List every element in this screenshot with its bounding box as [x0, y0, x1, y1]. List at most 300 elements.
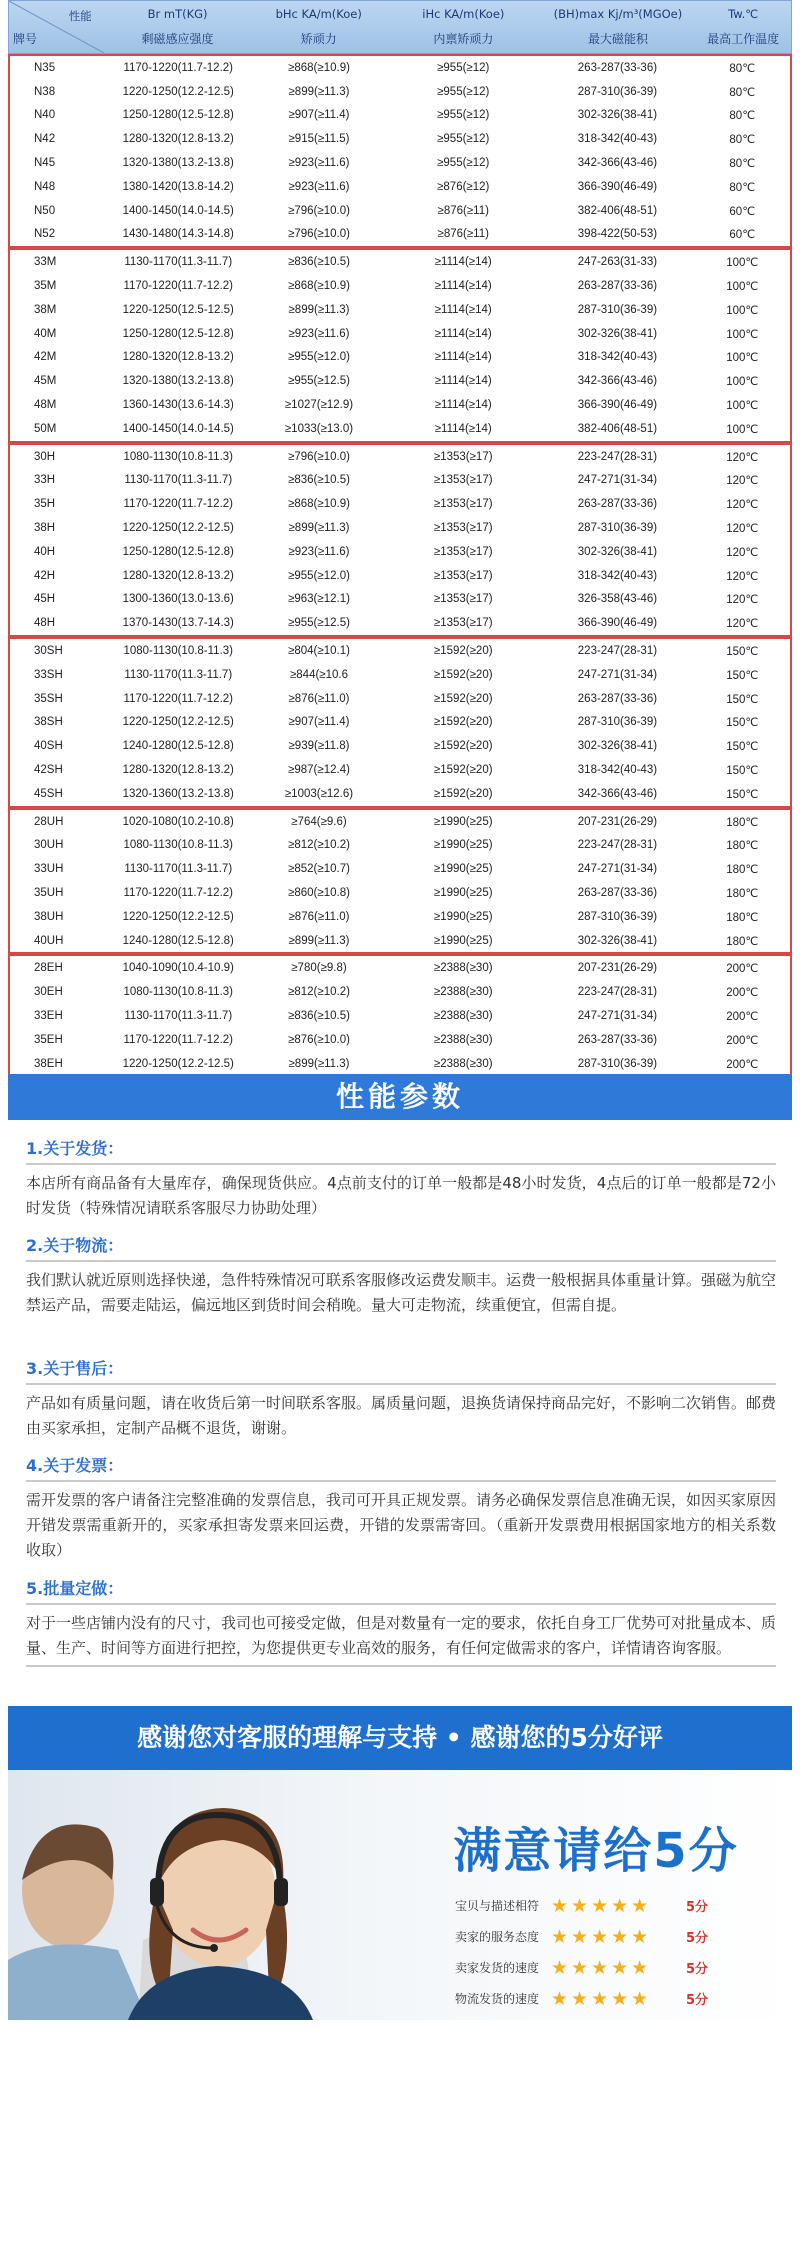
- table-row: [10, 274, 790, 298]
- ihc-cell: ≥955(≥12): [437, 109, 490, 122]
- tw-cell: 120℃: [726, 451, 759, 464]
- header-cn: 内禀矫顽力: [433, 31, 494, 46]
- tw-cell: 100℃: [726, 400, 759, 413]
- rating-score: 5分: [686, 1993, 709, 2008]
- tw-cell: 100℃: [726, 376, 759, 389]
- tw-cell: 180℃: [726, 911, 759, 924]
- tw-cell: 150℃: [726, 669, 759, 682]
- ihc-cell: ≥955(≥12): [437, 133, 490, 146]
- table-row: [10, 1028, 790, 1052]
- bhmax-cell: 263-287(33-36): [577, 886, 658, 899]
- ihc-cell: ≥1353(≥17): [433, 474, 493, 487]
- ihc-cell: ≥1353(≥17): [433, 617, 493, 630]
- grade-cell: 48H: [34, 617, 56, 630]
- grade-cell: 38H: [34, 522, 56, 535]
- tw-cell: 80℃: [729, 62, 756, 75]
- grade-cell: 45H: [34, 593, 56, 606]
- ihc-cell: ≥1592(≥20): [433, 716, 493, 729]
- policy-divider: [26, 1665, 776, 1667]
- bhmax-cell: 318-342(40-43): [577, 764, 658, 776]
- bhmax-cell: 342-366(43-46): [577, 787, 658, 800]
- br-cell: 1130-1170(11.3-11.7): [124, 256, 233, 269]
- tw-cell: 180℃: [726, 864, 759, 877]
- grade-group: [8, 248, 792, 442]
- ihc-cell: ≥1114(≥14): [434, 256, 492, 269]
- table-row: [10, 492, 790, 516]
- bhc-cell: ≥955(≥12.0): [288, 569, 350, 582]
- bhmax-cell: 398-422(50-53): [577, 228, 658, 241]
- header-corner-performance: 性能: [68, 9, 92, 23]
- br-cell: 1080-1130(10.8-11.3): [123, 450, 233, 463]
- table-row: [10, 758, 790, 782]
- policy-custom-orders: [26, 1575, 776, 1667]
- ihc-cell: ≥1114(≥14): [434, 327, 492, 340]
- table-row: [10, 369, 790, 393]
- bhmax-cell: 287-310(36-39): [577, 303, 658, 316]
- bhmax-cell: 247-271(31-34): [577, 474, 658, 487]
- br-cell: 1170-1220(11.7-12.2): [123, 61, 233, 74]
- bhc-cell: ≥868(≥10.9): [288, 280, 350, 293]
- br-cell: 1130-1170(11.3-11.7): [124, 474, 233, 487]
- bhc-cell: ≥868(≥10.9): [288, 498, 350, 511]
- bhmax-cell: 287-310(36-39): [577, 522, 658, 535]
- ihc-cell: ≥1353(≥17): [433, 450, 493, 463]
- br-cell: 1170-1220(11.7-12.2): [123, 692, 233, 705]
- thanks-banner: 感谢您对客服的理解与支持 • 感谢您的5分好评: [8, 1706, 792, 1770]
- grade-cell: 33EH: [34, 1009, 63, 1022]
- grade-cell: 38M: [34, 303, 57, 316]
- grade-cell: 33H: [34, 474, 56, 487]
- bhc-cell: ≥852(≥10.7): [288, 863, 350, 876]
- ihc-cell: ≥1592(≥20): [433, 740, 493, 753]
- bhmax-cell: 247-271(31-34): [577, 863, 658, 876]
- tw-cell: 120℃: [726, 594, 759, 607]
- table-row: [10, 564, 790, 588]
- ratings-list: [455, 1890, 785, 2014]
- header-en: iHc KA/m(Koe): [422, 7, 505, 22]
- bhmax-cell: 326-358(43-46): [577, 593, 658, 606]
- table-row: [10, 1052, 790, 1076]
- header-tw: [695, 1, 791, 53]
- grade-cell: 38SH: [34, 716, 63, 729]
- ihc-cell: ≥876(≥12): [437, 180, 490, 193]
- table-row: [10, 223, 790, 247]
- rating-score: 5分: [686, 1962, 709, 1977]
- policy-title: 4.关于发票：: [26, 1452, 776, 1482]
- bhc-cell: ≥876(≥10.0): [288, 1033, 350, 1046]
- ihc-cell: ≥1114(≥14): [434, 375, 492, 388]
- bhmax-cell: 263-287(33-36): [577, 498, 658, 511]
- ihc-cell: ≥1114(≥14): [434, 399, 492, 412]
- bhc-cell: ≥899(≥11.3): [288, 934, 350, 947]
- tw-cell: 180℃: [726, 935, 759, 948]
- bhmax-cell: 342-366(43-46): [577, 157, 658, 170]
- br-cell: 1240-1280(12.5-12.8): [122, 740, 234, 753]
- bhc-cell: ≥804(≥10.1): [288, 645, 350, 658]
- br-cell: 1130-1170(11.3-11.7): [124, 668, 233, 681]
- br-cell: 1380-1420(13.8-14.2): [122, 180, 234, 193]
- grade-cell: N50: [34, 204, 56, 217]
- bhc-cell: ≥907(≥11.4): [288, 716, 350, 729]
- table-row: [10, 393, 790, 417]
- grade-cell: 48M: [34, 399, 57, 412]
- table-row: [10, 1004, 790, 1028]
- br-cell: 1130-1170(11.3-11.7): [124, 1009, 233, 1022]
- br-cell: 1170-1220(11.7-12.2): [123, 886, 233, 899]
- bhmax-cell: 382-406(48-51): [577, 204, 658, 217]
- tw-cell: 180℃: [726, 816, 759, 829]
- tw-cell: 150℃: [726, 741, 759, 754]
- table-row: [10, 782, 790, 806]
- header-bhmax: [541, 1, 696, 53]
- table-row: [10, 810, 790, 834]
- header-bhc: [251, 1, 386, 53]
- bhmax-cell: 287-310(36-39): [577, 85, 658, 98]
- bhmax-cell: 247-263(31-33): [577, 256, 658, 269]
- bhc-cell: ≥876(≥11.0): [288, 692, 350, 705]
- br-cell: 1300-1360(13.0-13.6): [122, 593, 234, 606]
- grade-cell: 30SH: [34, 645, 63, 658]
- table-row: [10, 611, 790, 635]
- header-en: bHc KA/m(Koe): [275, 7, 362, 22]
- tw-cell: 150℃: [726, 788, 759, 801]
- br-cell: 1170-1220(11.7-12.2): [123, 1033, 233, 1046]
- policy-text: 产品如有质量问题，请在收货后第一时间联系客服。属质量问题，退换货请保持商品完好，不影响二次销售。邮费由买家承担，定制产品概不退货，谢谢。: [26, 1394, 777, 1437]
- bhc-cell: ≥955(≥12.5): [288, 617, 350, 630]
- ihc-cell: ≥1990(≥25): [433, 863, 493, 876]
- bhc-cell: ≥1027(≥12.9): [284, 399, 354, 412]
- table-row: [10, 663, 790, 687]
- br-cell: 1250-1280(12.5-12.8): [122, 545, 234, 558]
- bhmax-cell: 223-247(28-31): [577, 986, 658, 999]
- policy-text: 本店所有商品备有大量库存，确保现货供应。4点前支付的订单一般都是48小时发货，4点后的订单一般都是72小时发货（特殊情况请联系客服尽力协助处理）: [26, 1174, 776, 1217]
- br-cell: 1400-1450(14.0-14.5): [122, 204, 234, 217]
- policy-title: 2.关于物流：: [26, 1232, 776, 1262]
- bhmax-cell: 263-287(33-36): [577, 280, 658, 293]
- table-row: [10, 834, 790, 858]
- table-row: [10, 687, 790, 711]
- bhc-cell: ≥963(≥12.1): [288, 593, 350, 606]
- table-row: [10, 298, 790, 322]
- bhmax-cell: 263-287(33-36): [577, 692, 658, 705]
- rating-label: 卖家的服务态度: [455, 1930, 540, 1944]
- table-row: [10, 151, 790, 175]
- ihc-cell: ≥1353(≥17): [433, 569, 493, 582]
- star-rating-icon: ★★★★★: [551, 1894, 652, 1917]
- ihc-cell: ≥1114(≥14): [434, 280, 492, 293]
- table-row: [10, 346, 790, 370]
- header-br: [104, 1, 252, 53]
- ihc-cell: ≥1592(≥20): [433, 692, 493, 705]
- bhc-cell: ≥899(≥11.3): [288, 85, 350, 98]
- bhmax-cell: 302-326(38-41): [577, 109, 658, 122]
- bhmax-cell: 318-342(40-43): [577, 569, 658, 582]
- bhc-cell: ≥899(≥11.3): [288, 303, 350, 316]
- br-cell: 1040-1090(10.4-10.9): [122, 962, 234, 975]
- table-row: [10, 469, 790, 493]
- grade-cell: N48: [34, 180, 56, 193]
- grade-cell: 30H: [34, 450, 56, 463]
- bhmax-cell: 287-310(36-39): [577, 910, 658, 923]
- br-cell: 1080-1130(10.8-11.3): [123, 839, 233, 852]
- rating-label: 卖家发货的速度: [455, 1961, 540, 1975]
- table-row: [10, 417, 790, 441]
- bhc-cell: ≥796(≥10.0): [288, 228, 350, 241]
- bhmax-cell: 302-326(38-41): [577, 740, 658, 753]
- ihc-cell: ≥2388(≥30): [433, 986, 493, 999]
- tw-cell: 120℃: [726, 570, 759, 583]
- table-row: [10, 956, 790, 980]
- policy-title: 5.批量定做：: [26, 1575, 776, 1605]
- bhmax-cell: 223-247(28-31): [577, 450, 658, 463]
- ihc-cell: ≥2388(≥30): [433, 1033, 493, 1046]
- grade-group: [8, 954, 792, 1077]
- grade-cell: N45: [34, 157, 56, 170]
- ihc-cell: ≥955(≥12): [437, 157, 490, 170]
- bhc-cell: ≥955(≥12.0): [288, 351, 350, 364]
- ihc-cell: ≥955(≥12): [437, 61, 490, 74]
- bhc-cell: ≥836(≥10.5): [288, 1009, 350, 1022]
- table-row: [10, 734, 790, 758]
- bhc-cell: ≥955(≥12.5): [288, 375, 350, 388]
- br-cell: 1320-1380(13.2-13.8): [122, 157, 234, 170]
- header-en: (BH)max Kj/m³(MGOe): [553, 7, 683, 22]
- bhmax-cell: 318-342(40-43): [577, 133, 658, 146]
- grade-cell: 28UH: [34, 815, 64, 828]
- tw-cell: 80℃: [729, 181, 756, 194]
- bhmax-cell: 247-271(31-34): [577, 1009, 658, 1022]
- grade-cell: 45M: [34, 375, 57, 388]
- tw-cell: 200℃: [726, 1058, 759, 1071]
- policy-invoice: [26, 1452, 776, 1563]
- bhc-cell: ≥987(≥12.4): [288, 764, 350, 776]
- tw-cell: 200℃: [726, 1010, 759, 1023]
- tw-cell: 120℃: [726, 475, 759, 488]
- rating-score: 5分: [686, 1931, 709, 1946]
- ihc-cell: ≥2388(≥30): [433, 1009, 493, 1022]
- grade-cell: N38: [34, 85, 56, 98]
- br-cell: 1280-1320(12.8-13.2): [122, 351, 234, 364]
- br-cell: 1130-1170(11.3-11.7): [124, 863, 233, 876]
- ihc-cell: ≥1990(≥25): [433, 815, 493, 828]
- header-cn: 最大磁能积: [587, 31, 648, 46]
- grade-cell: 33M: [34, 256, 57, 269]
- policy-logistics: [26, 1232, 776, 1318]
- br-cell: 1430-1480(14.3-14.8): [122, 228, 234, 241]
- bhc-cell: ≥868(≥10.9): [288, 61, 350, 74]
- bhc-cell: ≥923(≥11.6): [288, 327, 350, 340]
- bhmax-cell: 366-390(46-49): [577, 180, 658, 193]
- tw-cell: 100℃: [726, 352, 759, 365]
- bhc-cell: ≥899(≥11.3): [288, 1057, 350, 1070]
- tw-cell: 200℃: [726, 963, 759, 976]
- grade-group: [8, 443, 792, 637]
- tw-cell: 200℃: [726, 1034, 759, 1047]
- table-row: [10, 199, 790, 223]
- br-cell: 1370-1430(13.7-14.3): [122, 617, 234, 630]
- ihc-cell: ≥2388(≥30): [433, 962, 493, 975]
- policy-title: 1.关于发货：: [26, 1135, 776, 1165]
- bhc-cell: ≥923(≥11.6): [288, 157, 350, 170]
- policy-title: 3.关于售后：: [26, 1355, 776, 1385]
- br-cell: 1360-1430(13.6-14.3): [122, 399, 234, 412]
- tw-cell: 120℃: [726, 546, 759, 559]
- grade-group: [8, 808, 792, 955]
- header-cn: 最高工作温度: [707, 31, 780, 46]
- table-row: [10, 980, 790, 1004]
- ihc-cell: ≥1592(≥20): [433, 645, 493, 658]
- rating-row: [455, 1890, 785, 1921]
- star-rating-icon: ★★★★★: [551, 1925, 652, 1948]
- bhc-cell: ≥899(≥11.3): [288, 522, 350, 535]
- grade-cell: 30UH: [34, 839, 64, 852]
- tw-cell: 100℃: [726, 281, 759, 294]
- br-cell: 1320-1380(13.2-13.8): [122, 375, 234, 388]
- bhc-cell: ≥876(≥11.0): [288, 910, 350, 923]
- bhmax-cell: 207-231(26-29): [577, 815, 658, 828]
- ihc-cell: ≥1353(≥17): [433, 498, 493, 511]
- ihc-cell: ≥876(≥11): [437, 204, 489, 217]
- grade-cell: 40M: [34, 327, 57, 340]
- br-cell: 1080-1130(10.8-11.3): [123, 986, 233, 999]
- policy-text: 需开发票的客户请备注完整准确的发票信息，我司可开具正规发票。请务必确保发票信息准确无误，如因买家原因开错发票需重新开的，买家承担寄发票来回运费，开错的发票需寄回。（重新开发票费用根据国家地方的相关系数收取）: [26, 1491, 777, 1559]
- tw-cell: 80℃: [729, 86, 756, 99]
- tw-cell: 120℃: [726, 523, 759, 536]
- bhmax-cell: 318-342(40-43): [577, 351, 658, 364]
- table-row: [10, 857, 790, 881]
- br-cell: 1220-1250(12.2-12.5): [122, 85, 234, 98]
- ihc-cell: ≥1990(≥25): [433, 910, 493, 923]
- section-title-bar: 性能参数: [8, 1074, 792, 1120]
- five-star-title: 满意请给5分: [453, 1823, 739, 1879]
- tw-cell: 100℃: [726, 304, 759, 317]
- table-row: [10, 445, 790, 469]
- header-cn: 矫顽力: [300, 31, 337, 46]
- magnet-spec-table: [8, 0, 792, 1079]
- tw-cell: 60℃: [729, 205, 756, 218]
- policy-shipping: [26, 1135, 776, 1221]
- table-body: [8, 54, 792, 1079]
- bhc-cell: ≥860(≥10.8): [288, 886, 350, 899]
- ihc-cell: ≥1990(≥25): [433, 934, 493, 947]
- header-en: Tw.℃: [728, 7, 759, 22]
- br-cell: 1220-1250(12.2-12.5): [122, 716, 234, 729]
- table-row: [10, 80, 790, 104]
- table-row: [10, 905, 790, 929]
- br-cell: 1220-1250(12.2-12.5): [122, 1057, 234, 1070]
- grade-cell: 35UH: [34, 886, 64, 899]
- rating-label: 物流发货的速度: [455, 1992, 540, 2006]
- br-cell: 1400-1450(14.0-14.5): [122, 422, 234, 435]
- header-cn: 剩磁感应强度: [141, 31, 214, 46]
- star-rating-icon: ★★★★★: [551, 1956, 652, 1979]
- grade-cell: 30EH: [34, 986, 63, 999]
- bhc-cell: ≥915(≥11.5): [288, 133, 350, 146]
- ihc-cell: ≥876(≥11): [437, 228, 489, 241]
- bhmax-cell: 223-247(28-31): [577, 645, 658, 658]
- ihc-cell: ≥1592(≥20): [433, 668, 493, 681]
- bhmax-cell: 366-390(46-49): [577, 617, 658, 630]
- header-en: Br mT(KG): [147, 7, 208, 22]
- ihc-cell: ≥1114(≥14): [434, 422, 492, 435]
- bhc-cell: ≥923(≥11.6): [288, 180, 350, 193]
- bhc-cell: ≥836(≥10.5): [288, 474, 350, 487]
- grade-cell: 35EH: [34, 1033, 63, 1046]
- bhc-cell: ≥836(≥10.5): [288, 256, 350, 269]
- tw-cell: 150℃: [726, 717, 759, 730]
- br-cell: 1020-1080(10.2-10.8): [122, 815, 234, 828]
- grade-cell: N42: [34, 133, 56, 146]
- grade-cell: 33UH: [34, 863, 64, 876]
- br-cell: 1240-1280(12.5-12.8): [122, 934, 234, 947]
- table-row: [10, 929, 790, 953]
- header-corner: [9, 1, 104, 53]
- header-corner-grade: 牌号: [13, 32, 38, 46]
- tw-cell: 100℃: [726, 328, 759, 341]
- bhc-cell: ≥796(≥10.0): [288, 450, 350, 463]
- grade-cell: 42SH: [34, 764, 63, 776]
- br-cell: 1250-1280(12.5-12.8): [122, 327, 234, 340]
- tw-cell: 180℃: [726, 840, 759, 853]
- bhmax-cell: 342-366(43-46): [577, 375, 658, 388]
- br-cell: 1170-1220(11.7-12.2): [123, 498, 233, 511]
- tw-cell: 150℃: [726, 646, 759, 659]
- bhmax-cell: 302-326(38-41): [577, 545, 658, 558]
- bhc-cell: ≥1033(≥13.0): [284, 422, 354, 435]
- tw-cell: 80℃: [729, 134, 756, 147]
- grade-cell: 35SH: [34, 692, 63, 705]
- br-cell: 1220-1250(12.5-12.5): [122, 303, 234, 316]
- tw-cell: 180℃: [726, 887, 759, 900]
- grade-cell: 38UH: [34, 910, 64, 923]
- star-rating-icon: ★★★★★: [551, 1987, 652, 2010]
- table-row: [10, 881, 790, 905]
- table-row: [10, 639, 790, 663]
- bhmax-cell: 287-310(36-39): [577, 716, 658, 729]
- tw-cell: 80℃: [729, 158, 756, 171]
- br-cell: 1220-1250(12.2-12.5): [122, 522, 234, 535]
- bhc-cell: ≥812(≥10.2): [288, 839, 350, 852]
- bhmax-cell: 263-287(33-36): [577, 61, 658, 74]
- table-header: [8, 0, 792, 54]
- tw-cell: 200℃: [726, 987, 759, 1000]
- bhmax-cell: 302-326(38-41): [577, 934, 658, 947]
- table-row: [10, 711, 790, 735]
- policy-text: 我们默认就近原则选择快递，急件特殊情况可联系客服修改运费发顺丰。运费一般根据具体重量计算。强磁为航空禁运产品，需要走陆运，偏远地区到货时间会稍晚。量大可走物流，续重便宜，但需自提。: [26, 1271, 777, 1314]
- grade-cell: 38EH: [34, 1057, 63, 1070]
- bhmax-cell: 302-326(38-41): [577, 327, 658, 340]
- bhc-cell: ≥923(≥11.6): [288, 545, 350, 558]
- table-row: [10, 516, 790, 540]
- ihc-cell: ≥2388(≥30): [433, 1057, 493, 1070]
- grade-cell: N52: [34, 228, 56, 241]
- br-cell: 1170-1220(11.7-12.2): [123, 280, 233, 293]
- grade-cell: N40: [34, 109, 56, 122]
- ihc-cell: ≥1353(≥17): [433, 522, 493, 535]
- grade-cell: 42M: [34, 351, 57, 364]
- grade-cell: N35: [34, 61, 56, 74]
- br-cell: 1320-1360(13.2-13.8): [122, 787, 234, 800]
- grade-group: [8, 54, 792, 248]
- bhc-cell: ≥796(≥10.0): [288, 204, 350, 217]
- grade-cell: 33SH: [34, 668, 63, 681]
- bhmax-cell: 207-231(26-29): [577, 962, 658, 975]
- tw-cell: 150℃: [726, 765, 759, 777]
- bhc-cell: ≥844(≥10.6: [289, 668, 348, 681]
- grade-cell: 35M: [34, 280, 57, 293]
- br-cell: 1280-1320(12.8-13.2): [122, 569, 234, 582]
- table-row: [10, 56, 790, 80]
